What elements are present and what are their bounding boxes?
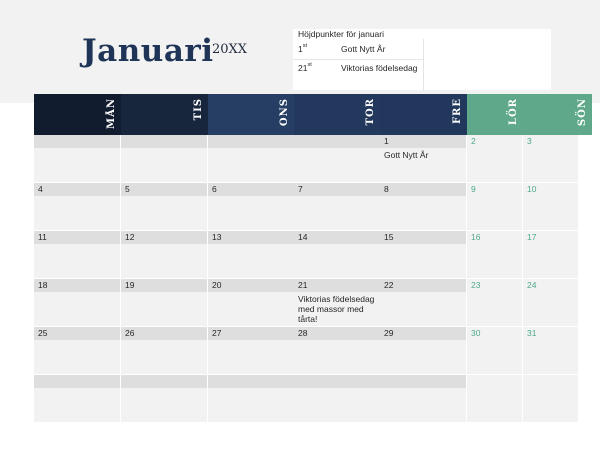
day-header-tis xyxy=(121,94,208,135)
date-number xyxy=(380,375,466,388)
calendar-cell[interactable] xyxy=(523,279,578,326)
date-number: 30 xyxy=(471,328,481,338)
day-header-sön xyxy=(523,94,592,135)
calendar-cell[interactable] xyxy=(380,135,466,182)
day-header-label: FRE xyxy=(452,98,463,125)
calendar-cell[interactable] xyxy=(34,375,120,422)
date-number: 24 xyxy=(527,280,537,290)
calendar-cell[interactable] xyxy=(467,135,522,182)
date-number: 9 xyxy=(471,184,476,194)
calendar-cell[interactable] xyxy=(467,183,522,230)
day-header-label: LÖR xyxy=(508,98,519,126)
date-number: 4 xyxy=(34,183,120,196)
calendar-cell[interactable] xyxy=(121,279,207,326)
calendar-cell[interactable] xyxy=(467,375,522,422)
date-number: 25 xyxy=(34,327,120,340)
date-number: 8 xyxy=(380,183,466,196)
date-number xyxy=(467,375,522,388)
date-number: 31 xyxy=(527,328,537,338)
highlight-text: Gott Nytt År xyxy=(341,44,386,54)
date-number: 14 xyxy=(294,231,380,244)
calendar-cell[interactable] xyxy=(208,327,294,374)
date-number: 7 xyxy=(294,183,380,196)
date-number: 5 xyxy=(121,183,207,196)
date-number: 23 xyxy=(471,280,481,290)
calendar-cell[interactable] xyxy=(523,135,578,182)
calendar-cell[interactable] xyxy=(34,327,120,374)
calendar-cell[interactable] xyxy=(294,279,380,326)
calendar-cell[interactable] xyxy=(294,375,380,422)
date-number: 26 xyxy=(121,327,207,340)
date-number: 10 xyxy=(527,184,537,194)
date-number: 11 xyxy=(34,231,120,244)
day-header-label: SÖN xyxy=(577,98,588,127)
day-header-label: TOR xyxy=(365,98,376,126)
date-number: 1 xyxy=(380,135,466,148)
calendar-cell[interactable] xyxy=(380,183,466,230)
date-number: 28 xyxy=(294,327,380,340)
calendar-cell[interactable] xyxy=(208,135,294,182)
calendar-cell[interactable] xyxy=(467,231,522,278)
calendar-cell[interactable] xyxy=(34,279,120,326)
date-number: 22 xyxy=(380,279,466,292)
calendar-cell[interactable] xyxy=(34,183,120,230)
day-header-lör xyxy=(467,94,523,135)
calendar-cell[interactable] xyxy=(121,375,207,422)
date-number: 20 xyxy=(208,279,294,292)
day-header-label: TIS xyxy=(193,98,204,121)
highlights-title: Höjdpunkter för januari xyxy=(298,29,384,39)
calendar-cell[interactable] xyxy=(121,183,207,230)
calendar-cell[interactable] xyxy=(208,231,294,278)
date-number: 12 xyxy=(121,231,207,244)
calendar-cell[interactable] xyxy=(380,327,466,374)
day-header-label: MÅN xyxy=(106,98,117,129)
month-title: Januari xyxy=(82,33,214,69)
date-number xyxy=(294,135,380,148)
calendar-cell[interactable] xyxy=(294,327,380,374)
calendar-cell[interactable] xyxy=(208,279,294,326)
day-header-tor xyxy=(294,94,380,135)
calendar-cell[interactable] xyxy=(523,327,578,374)
calendar-cell[interactable] xyxy=(523,231,578,278)
event-note: Viktorias födelsedag med massor med tårta! xyxy=(298,294,375,324)
date-number xyxy=(121,135,207,148)
highlight-day: 1st xyxy=(298,43,308,54)
calendar-cell[interactable] xyxy=(121,327,207,374)
event-note: Gott Nytt År xyxy=(384,150,429,160)
calendar-cell[interactable] xyxy=(121,135,207,182)
date-number xyxy=(34,375,120,388)
calendar-cell[interactable] xyxy=(523,183,578,230)
calendar-cell[interactable] xyxy=(467,327,522,374)
highlight-day: 21st xyxy=(298,62,312,73)
calendar-cell[interactable] xyxy=(294,135,380,182)
calendar-cell[interactable] xyxy=(380,231,466,278)
day-header-mån xyxy=(34,94,121,135)
date-number xyxy=(121,375,207,388)
date-number: 16 xyxy=(471,232,481,242)
day-header-label: ONS xyxy=(279,98,290,127)
calendar-cell[interactable] xyxy=(294,183,380,230)
date-number: 2 xyxy=(471,136,476,146)
date-number: 6 xyxy=(208,183,294,196)
date-number: 18 xyxy=(34,279,120,292)
date-number: 17 xyxy=(527,232,537,242)
calendar-cell[interactable] xyxy=(523,375,578,422)
calendar-cell[interactable] xyxy=(34,231,120,278)
date-number xyxy=(294,375,380,388)
year-label: 20XX xyxy=(212,42,248,57)
calendar-cell[interactable] xyxy=(208,183,294,230)
date-number: 15 xyxy=(380,231,466,244)
date-number: 3 xyxy=(527,136,532,146)
date-number xyxy=(523,375,578,388)
calendar-cell[interactable] xyxy=(294,231,380,278)
calendar-cell[interactable] xyxy=(34,135,120,182)
date-number: 27 xyxy=(208,327,294,340)
date-number xyxy=(208,135,294,148)
highlights-divider xyxy=(293,59,423,60)
calendar-cell[interactable] xyxy=(467,279,522,326)
date-number xyxy=(34,135,120,148)
date-number: 29 xyxy=(380,327,466,340)
date-number: 13 xyxy=(208,231,294,244)
highlight-text: Viktorias födelsedag xyxy=(341,63,418,73)
date-number: 19 xyxy=(121,279,207,292)
day-header-fre xyxy=(380,94,467,135)
highlights-divider xyxy=(423,39,424,90)
date-number: 21 xyxy=(294,279,380,292)
calendar-cell[interactable] xyxy=(121,231,207,278)
day-header-ons xyxy=(208,94,294,135)
calendar-cell[interactable] xyxy=(208,375,294,422)
date-number xyxy=(208,375,294,388)
calendar-cell[interactable] xyxy=(380,279,466,326)
calendar-cell[interactable] xyxy=(380,375,466,422)
